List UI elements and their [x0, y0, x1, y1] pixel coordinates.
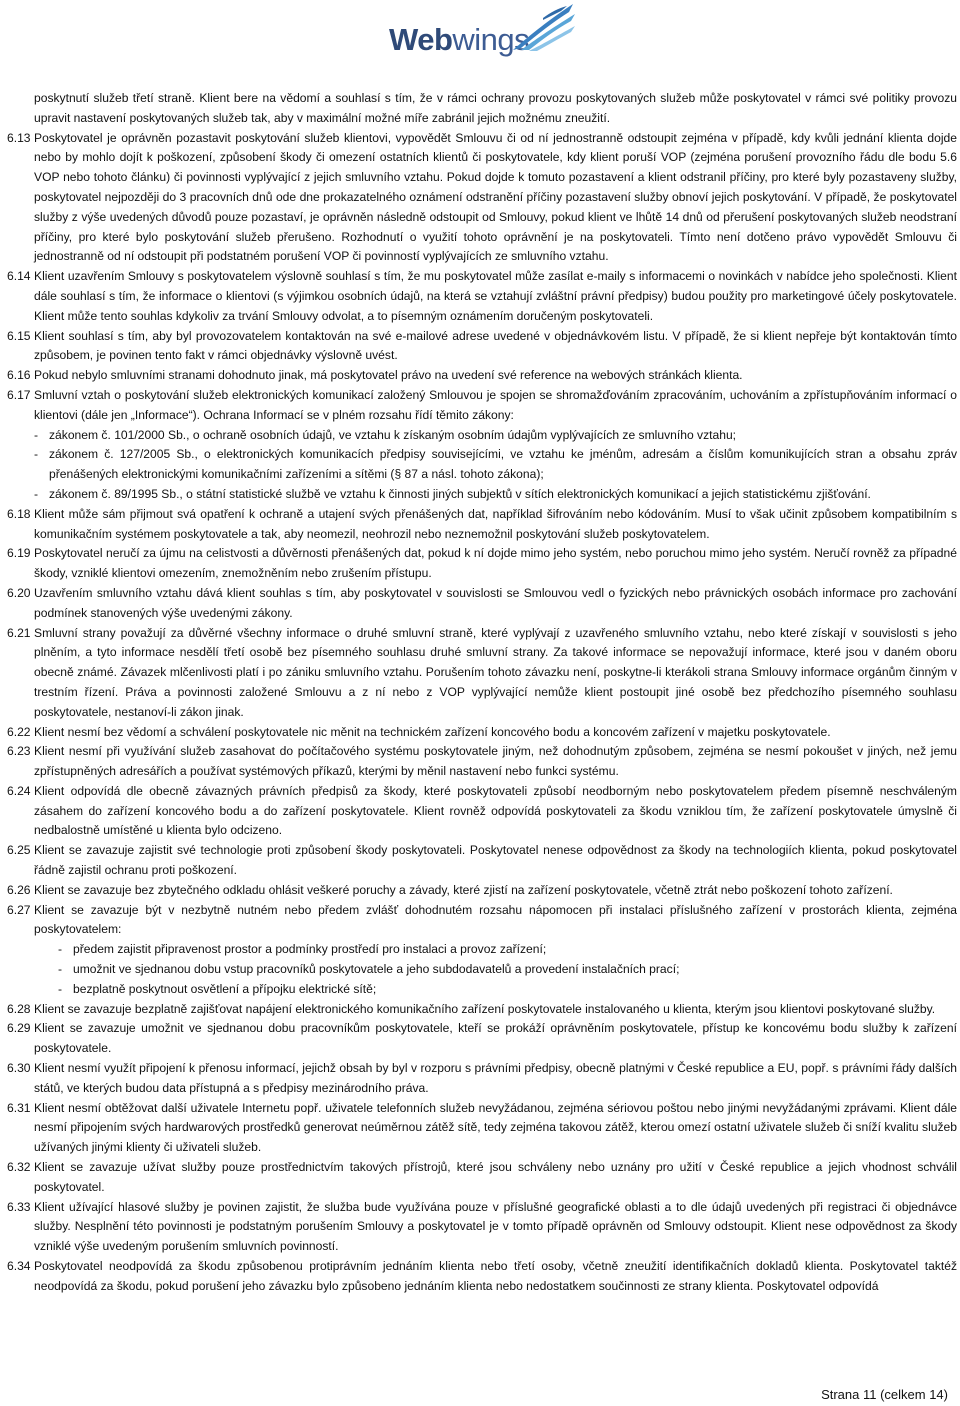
clause-text: Klient odpovídá dle obecně závazných právních předpisů za škody, které poskytovateli způsobí neodborným nebo poskytovatelem předem písemně neschváleným zásahem do zařízení koncového bodu a do zařízení poskytovatele. Klient rovněž odpovídá poskytovateli za škodu vzniklou tím, že zařízení poskytovatele úmyslně či nedbalostně umístěné u klienta bylo odcizeno. [34, 783, 957, 838]
clause-number: 6.14 [7, 269, 31, 284]
list-item: - předem zajistit připravenost prostor a podmínky prostředí pro instalaci a provoz zařízení; [58, 940, 957, 960]
logo-text-bold: Web [389, 22, 453, 57]
page-number: Strana 11 (celkem 14) [821, 1387, 948, 1402]
clause-number: 6.17 [7, 387, 31, 402]
clause-number: 6.24 [7, 783, 31, 798]
clause-text: Uzavřením smluvního vztahu dává klient souhlas s tím, aby poskytovatel v souvislosti se Smlouvou vedl o fyzických nebo právnických osobách informace pro zachování podmínek stanovených výše uvedenými zákony. [34, 585, 957, 620]
clause [7, 129, 957, 268]
clause-number: 6.16 [7, 368, 31, 383]
clause-text: Klient se zavazuje bezplatně zajišťovat napájení elektronického komunikačního zařízení poskytovatele instalovaného u klienta, kterým jsou klientovi poskytované služby. [34, 1001, 936, 1016]
clause-body [34, 881, 957, 901]
clause-text: Smluvní vztah o poskytování služeb elektronických komunikací založený Smlouvou je spojen se shromažďováním zpracováním, uchováním a zpřístupňováním informací o klientovi (dále jen „Informace“). Ochrana Informací se v plném rozsahu řídí těmito zákony: [34, 387, 957, 422]
clause-bullet-list [58, 940, 957, 999]
wing-icon [503, 2, 583, 52]
clause-number: 6.25 [7, 843, 31, 858]
clause-text: Klient nesmí při využívání služeb zasahovat do počítačového systému poskytovatele jiným, než dohodnutým způsobem, zejména se nesmí pokoušet v jiných, než jemu zpřístupněných adresářích a používat systémových příkazů, kterými by měnil nastavení nebo funkci systému. [34, 744, 957, 779]
clause [7, 386, 957, 505]
clause-text: Klient může sám přijmout svá opatření k ochraně a utajení svých přenášených dat, například šifrováním nebo kódováním. Musí to však učinit způsobem kompatibilním s komunikačním systémem poskytovatele a tak, aby neomezil, neohrozil nebo neznemožnil poskytování služeb poskytovatelem. [34, 506, 957, 541]
clause [7, 505, 957, 545]
clause-text: Klient nesmí obtěžovat další uživatele Internetu popř. uživatele telefonních služeb nevyžádanou, zejména sériovou poštou nebo jinými nevyžádanými zprávami. Klient dále nesmí připojením svých hardwarových prostředků generovat neúměrnou zátěž sítě, tedy zejména takovou zátěž, kterou omezí ostatní uživatele služeb či sníží kvalitu služeb užívaných jinými klienty či uživateli služeb. [34, 1100, 957, 1155]
clause [7, 1059, 957, 1099]
clause-number: 6.33 [7, 1199, 31, 1214]
clause-body [34, 782, 957, 841]
clause [7, 742, 957, 782]
clause-list [7, 129, 957, 1297]
list-item: - zákonem č. 101/2000 Sb., o ochraně osobních údajů, ve vztahu k získaným osobním údajům vyplývajících ze smluvního vztahu; [34, 426, 957, 446]
clause-number: 6.26 [7, 882, 31, 897]
logo-text-light: wings [452, 22, 530, 57]
clause-body [34, 544, 957, 584]
clause [7, 624, 957, 723]
clause-text: Klient se zavazuje užívat služby pouze prostřednictvím takových přístrojů, které jsou schváleny nebo uznány pro užití v České republice a jejich vhodnost schválil poskytovatel. [34, 1160, 957, 1194]
clause-body [34, 1000, 957, 1020]
clause [7, 1198, 957, 1257]
clause-body [34, 366, 957, 386]
clause-bullet-list [34, 426, 957, 505]
clause [7, 841, 957, 881]
clause-number: 6.28 [7, 1001, 31, 1016]
clause [7, 1158, 957, 1198]
clause-body [34, 584, 957, 624]
clause [7, 544, 957, 584]
intro-paragraph: poskytnutí služeb třetí straně. Klient bere na vědomí a souhlasí s tím, že v rámci ochrany provozu poskytovaných služeb může poskytovatel v rámci své politiky provozu upravit nastavení poskytovaných služeb tak, aby v maximální možné míře zabránil jejich možnému zneužití. [34, 91, 957, 125]
clause-number: 6.29 [7, 1021, 31, 1036]
clause-number: 6.18 [7, 506, 31, 521]
clause-number: 6.22 [7, 724, 31, 739]
clause-body [34, 624, 957, 723]
clause-text: Klient se zavazuje být v nezbytně nutném nebo předem zvlášť dohodnutém rozsahu nápomocen při instalaci příslušného zařízení v prostorách klienta, zejména poskytovatelem: [34, 902, 957, 937]
clause [7, 1099, 957, 1158]
clause-body [34, 1019, 957, 1059]
clause-body [34, 505, 957, 545]
clause-body [34, 1257, 957, 1297]
clause [7, 584, 957, 624]
clause-number: 6.31 [7, 1100, 31, 1115]
clause-body [34, 723, 957, 743]
clause-body [34, 1158, 957, 1198]
clause [7, 901, 957, 1000]
terms-document [7, 89, 957, 1297]
clause-text: Klient souhlasí s tím, aby byl provozovatelem kontaktován na své e-mailové adrese uvedené v objednávkovém listu. V případě, že si klient nepřeje být kontaktován tímto způsobem, je povinen tento fakt v rámci objednávky výslovně uvést. [34, 328, 957, 363]
clause-body [34, 386, 957, 505]
clause-text: Poskytovatel neručí za újmu na celistvosti a důvěrnosti přenášených dat, pokud k ní dojde mimo jeho systém, nebo poruchou mimo jeho systém. Neručí rovněž za případné škody, vzniklé klientovi omezením, znemožněním nebo zrušením přístupu. [34, 546, 957, 581]
clause-body [34, 742, 957, 782]
clause-body [34, 841, 957, 881]
list-item: - umožnit ve sjednanou dobu vstup pracovníků poskytovatele a jeho subdodavatelů a provedení instalačních prací; [58, 960, 957, 980]
clause-body [34, 129, 957, 268]
clause-number: 6.32 [7, 1160, 31, 1175]
clause-text: Klient nesmí bez vědomí a schválení poskytovatele nic měnit na technickém zařízení koncového bodu a koncovém zařízení v majetku poskytovatele. [34, 724, 831, 739]
clause-number: 6.27 [7, 902, 31, 917]
clause-text: Klient se zavazuje zajistit své technologie proti způsobení škody poskytovateli. Poskytovatel nenese odpovědnost za škody na technologiích klienta, pokud poskytovatel řádně zajistil ochranu proti poškození. [34, 843, 957, 878]
clause [7, 1257, 957, 1297]
clause-number: 6.19 [7, 546, 31, 561]
clause-text: Poskytovatel neodpovídá za škodu způsobenou protiprávním jednáním klienta nebo třetí osoby, včetně zneužití identifikačních dokladů klienta. Poskytovatel taktéž neodpovídá za škodu, pokud porušení jeho závazku bylo způsobeno jednáním klienta nebo nedostatkem součinnosti ze strany klienta. Poskytovatel odpovídá [34, 1259, 957, 1293]
clause-body [34, 901, 957, 1000]
clause-text: Klient se zavazuje bez zbytečného odkladu ohlásit veškeré poruchy a závady, které zjistí na zařízení poskytovatele, včetně ztrát nebo poškození tohoto zařízení. [34, 882, 893, 897]
clause-number: 6.30 [7, 1061, 31, 1076]
clause-number: 6.15 [7, 328, 31, 343]
clause-number: 6.20 [7, 585, 31, 600]
clause [7, 366, 957, 386]
clause-text: Klient se zavazuje umožnit ve sjednanou dobu pracovníkům poskytovatele, kteří se prokáží oprávněním poskytovatele, přístup ke koncovému bodu služby k zařízení poskytovatele. [34, 1021, 957, 1056]
list-item: - zákonem č. 89/1995 Sb., o státní statistické službě ve vztahu k činnosti jiných subjektů v sítích elektronických komunikací a jejich statistickému zjišťování. [34, 485, 957, 505]
clause [7, 1019, 957, 1059]
clause [7, 267, 957, 326]
clause [7, 881, 957, 901]
clause-body [34, 1099, 957, 1158]
clause-text: Klient uzavřením Smlouvy s poskytovatelem výslovně souhlasí s tím, že mu poskytovatel může zasílat e-maily s informacemi o novinkách v nabídce jeho společnosti. Klient dále souhlasí s tím, že informace o klientovi (s výjimkou osobních údajů, na která se vztahují zvláštní právní předpisy) budou použity pro marketingové účely poskytovatele. Klient může tento souhlas kdykoliv za trvání Smlouvy odvolat, a to písemným oznámením doručeným poskytovateli. [34, 269, 957, 323]
list-item: - bezplatně poskytnout osvětlení a přípojku elektrické sítě; [58, 980, 957, 1000]
clause [7, 1000, 957, 1020]
clause-body [34, 1059, 957, 1099]
clause-body [34, 267, 957, 326]
clause-body [34, 1198, 957, 1257]
webwings-logo [383, 2, 583, 64]
clause-text: Smluvní strany považují za důvěrné všechny informace o druhé smluvní straně, které vyplývají z uzavřeného smluvního vztahu, nebo které získají v souvislosti s jeho plněním, a tyto informace nesdělí třetí osobě bez písemného souhlasu druhé smluvní strany. Za takové informace se nepovažují informace, které jsou v daném oboru obecně známé. Závazek mlčenlivosti platí i po zániku smluvního vztahu. Porušením tohoto závazku není, poskytne-li kterákoli strana Smlouvy informace orgánům činným v trestním řízení. Práva a povinnosti založené Smlouvu a z ní nebo z VOP vyplývající nemůže klient postoupit jiné osobě bez předchozího písemného souhlasu poskytovatele, nestanoví-li zákon jinak. [34, 625, 957, 719]
clause [7, 327, 957, 367]
clause [7, 782, 957, 841]
clause-text: Poskytovatel je oprávněn pozastavit poskytování služeb klientovi, vypovědět Smlouvu či od ní jednostranně odstoupit zejména v případě, kdy kvůli jednání klienta dojde nebo by mohlo dojít k poškození, způsobení škody či omezení ostatních klientů či poskytovatele, kdy klient poruší VOP (zejména porušení provozního řádu dle bodu 5.6 VOP nebo tohoto článku) či povinnosti vyplývající z jejich smluvního vztahu. Pokud dojde k tomuto pozastavení a klient odstranil příčiny, pro které byly pozastaveny služby, poskytovatel nejpozději do 3 pracovních dnů ode dne prokazatelného oznámení odstranění příčiny pozastavení služby obnoví jejich poskytování. V případě, že poskytovatel služby z výše uvedených důvodů pouze pozastaví, je oprávněn následně odstoupit od Smlouvy, pokud klient ve lhůtě 14 dnů od přerušení poskytovaných služeb neodstraní příčiny, pro které bylo poskytování služeb přerušeno. Rozhodnutí o využití tohoto oprávnění je na poskytovateli. Tímto není dotčeno právo vypovědět Smlouvu či jednostranně od ní odstoupit při podstatném porušení VOP či povinností vyplývajících ze smluvního vztahu. [34, 130, 957, 264]
list-item: - zákonem č. 127/2005 Sb., o elektronických komunikacích předpisy souvisejícími, ve vztahu ke jménům, adresám a číslům komunikujících stran a obsahu zpráv přenášených elektronickými komunikačními zařízeními a sítěmi (§ 87 a násl. tohoto zákona); [34, 445, 957, 485]
clause [7, 723, 957, 743]
clause-number: 6.34 [7, 1259, 31, 1274]
clause-text: Pokud nebylo smluvními stranami dohodnuto jinak, má poskytovatel právo na uvedení své reference na webových stránkách klienta. [34, 368, 743, 383]
clause-text: Klient užívající hlasové služby je povinen zajistit, že služba bude využívána pouze v příslušné geografické oblasti a to dle údajů uvedených při registraci či objednávce služby. Nesplnění této povinnosti je podstatným porušením Smlouvy a poskytovatel je v tomto případě oprávněn od Smlouvy odstoupit. Klient nese odpovědnost za škody vzniklé výše uvedeným porušením smluvních povinností. [34, 1199, 957, 1254]
clause-number: 6.21 [7, 625, 31, 640]
clause-number: 6.23 [7, 744, 31, 759]
clause-text: Klient nesmí využít připojení k přenosu informací, jejichž obsah by byl v rozporu s právními předpisy, obecně platnými v České republice a EU, popř. s právními řády dalších států, ve kterých budou data přístupná a s předpisy mezinárodního práva. [34, 1061, 957, 1095]
clause-body [34, 327, 957, 367]
clause-number: 6.13 [7, 130, 31, 145]
